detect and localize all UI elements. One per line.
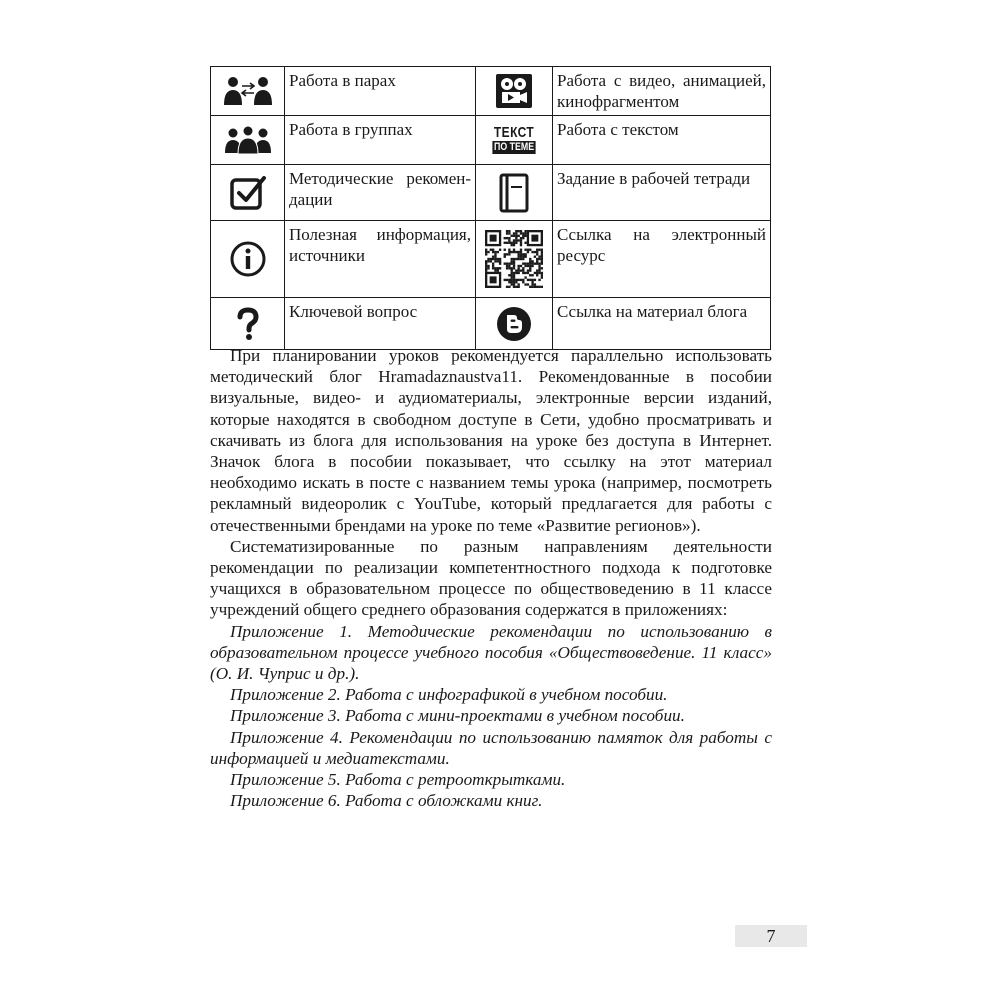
video-film-icon: [495, 73, 533, 109]
paragraph: При планировании уроков рекомендуется параллельно использовать методический блог Hramadaznaustva11. Рекомендованные в пособии визуальные, видео- и аудиоматериалы, электронные версии изданий, которые находятся в свободном доступе в Сети, удобно просматривать и скачивать из блога для использования на уроке без доступа в Интернет. Значок блога в пособии показывает, что ссылку на этот материал необходимо искать в посте с названием темы урока (например, посмотреть рекламный видеоролик с YouTube, который предлагается для работы с отечественными брендами на уроке по теме «Развитие регионов»).: [210, 346, 772, 535]
legend-label: Методические рекомен-дации: [285, 165, 476, 221]
appendix-item: Приложение 5. Работа с ретрооткрытками.: [230, 770, 566, 790]
legend-label: Работа с видео, анимацией, кинофрагментом: [553, 67, 771, 116]
checkbox-icon: [229, 174, 267, 212]
page-number: 7: [735, 925, 807, 947]
appendix-item: Приложение 3. Работа с мини-проектами в учебном пособии.: [230, 706, 685, 726]
legend-label: Ключевой вопрос: [285, 298, 476, 350]
group-work-icon: [224, 125, 272, 155]
legend-table: [210, 66, 771, 350]
text-icon: ТЕКСТ ПО ТЕМЕ: [493, 124, 535, 153]
qr-code-icon: [485, 230, 543, 288]
legend-label: Работа в группах: [285, 116, 476, 165]
info-icon: [229, 240, 267, 278]
appendix-item: Приложение 2. Работа с инфографикой в учебном пособии.: [230, 685, 668, 705]
question-icon: [236, 307, 260, 341]
legend-row: [211, 165, 771, 221]
appendix-item: Приложение 4. Рекомендации по использованию памяток для работы с информацией и медиатекстами.: [210, 727, 772, 768]
legend-row: [211, 67, 771, 116]
legend-label: Задание в рабочей тетради: [553, 165, 771, 221]
appendix-item: Приложение 1. Методические рекомендации по использованию в образовательном процессе учебного пособия «Обществоведение. 11 класс» (О. И. Чуприс и др.).: [210, 621, 772, 684]
legend-label: Ссылка на электронный ресурс: [553, 221, 771, 298]
blogger-icon: [496, 306, 532, 342]
legend-row: [211, 116, 771, 165]
legend-row: [211, 221, 771, 298]
legend-label: Полезная информация, источники: [285, 221, 476, 298]
workbook-icon: [499, 173, 529, 213]
appendix-item: Приложение 6. Работа с обложками книг.: [230, 791, 543, 811]
legend-label: Работа в парах: [285, 67, 476, 116]
legend-label: Работа с текстом: [553, 116, 771, 165]
paragraph: Систематизированные по разным направлениям деятельности рекомендации по реализации компетентностного подхода к подготовке учащихся в образовательном процессе по обществоведению в 11 классе учреждений общего среднего образования содержатся в приложениях:: [210, 536, 772, 620]
legend-row: [211, 298, 771, 350]
pair-work-icon: [223, 75, 273, 107]
legend-label: Ссылка на материал блога: [553, 298, 771, 350]
body-text: [210, 345, 772, 811]
